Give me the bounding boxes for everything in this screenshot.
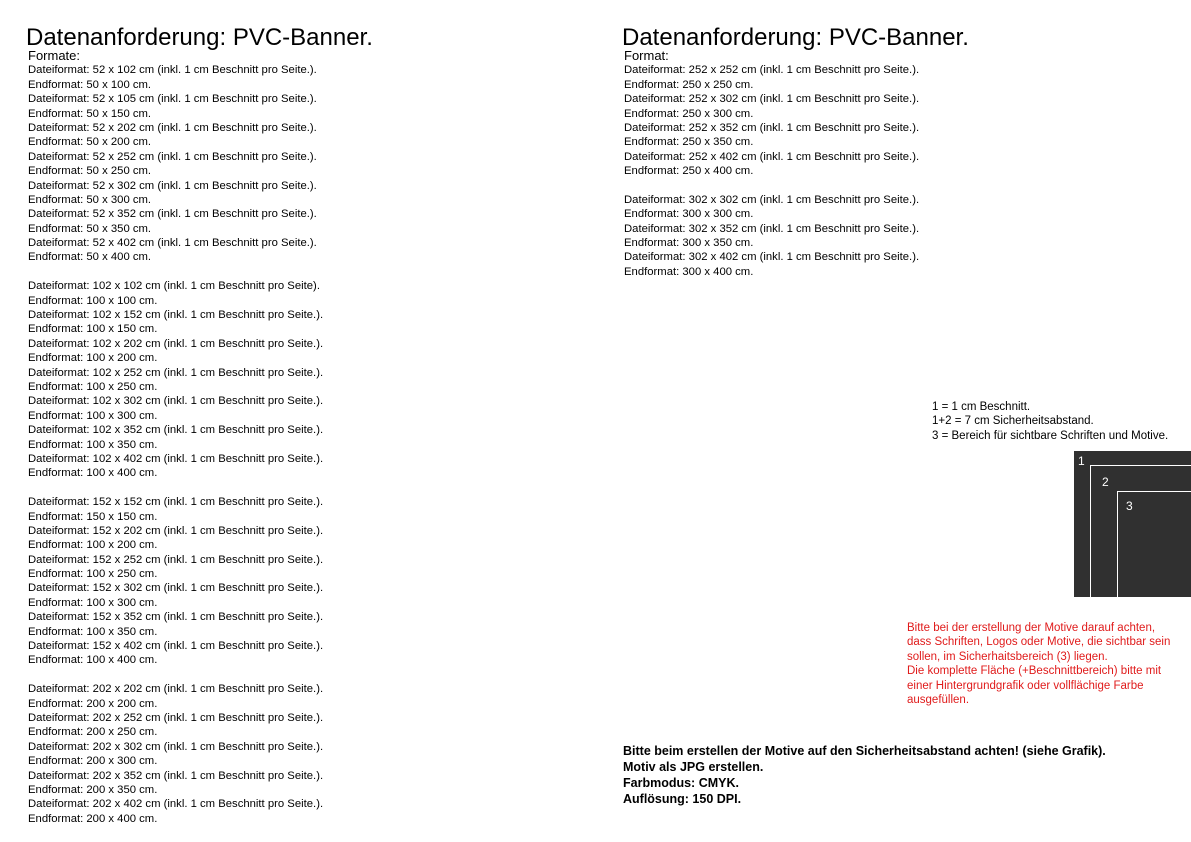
format-line: Endformat: 300 x 400 cm. <box>624 265 754 278</box>
format-line: Dateiformat: 302 x 402 cm (inkl. 1 cm Beschnitt pro Seite.). <box>624 251 920 264</box>
format-line: Dateiformat: 152 x 202 cm (inkl. 1 cm Beschnitt pro Seite.). <box>28 524 324 537</box>
format-line: Dateiformat: 52 x 252 cm (inkl. 1 cm Beschnitt pro Seite.). <box>28 150 317 163</box>
format-line: Dateiformat: 152 x 352 cm (inkl. 1 cm Beschnitt pro Seite.). <box>28 611 324 624</box>
format-line: Dateiformat: 102 x 102 cm (inkl. 1 cm Beschnitt pro Seite). <box>28 280 320 293</box>
format-line: Endformat: 50 x 200 cm. <box>28 136 152 149</box>
note-line: Bitte bei der erstellung der Motive darauf achten, <box>907 622 1156 634</box>
legend-line: 1 = 1 cm Beschnitt. <box>932 401 1031 413</box>
format-line: Endformat: 250 x 300 cm. <box>624 107 754 120</box>
format-line: Endformat: 250 x 250 cm. <box>624 78 754 91</box>
format-line: Endformat: 200 x 400 cm. <box>28 812 158 825</box>
format-line: Endformat: 50 x 100 cm. <box>28 78 152 91</box>
format-line: Dateiformat: 302 x 352 cm (inkl. 1 cm Beschnitt pro Seite.). <box>624 222 920 235</box>
format-line: Dateiformat: 52 x 402 cm (inkl. 1 cm Beschnitt pro Seite.). <box>28 237 317 250</box>
format-line: Dateiformat: 102 x 302 cm (inkl. 1 cm Beschnitt pro Seite.). <box>28 395 324 408</box>
note-line: einer Hintergrundgrafik oder vollflächige Farbe <box>907 679 1144 692</box>
format-line: Dateiformat: 202 x 352 cm (inkl. 1 cm Beschnitt pro Seite.). <box>28 769 324 782</box>
note-line: Die komplette Fläche (+Beschnittbereich) bitte mit <box>907 665 1162 678</box>
format-line: Endformat: 200 x 200 cm. <box>28 697 158 710</box>
format-line: Endformat: 50 x 300 cm. <box>28 193 152 206</box>
format-line: Endformat: 200 x 350 cm. <box>28 783 158 796</box>
format-line: Dateiformat: 52 x 202 cm (inkl. 1 cm Beschnitt pro Seite.). <box>28 121 317 134</box>
format-line: Endformat: 100 x 200 cm. <box>28 352 158 365</box>
format-line: Endformat: 50 x 150 cm. <box>28 107 152 120</box>
note-line: sollen, im Sicherhaitsbereich (3) liegen. <box>907 650 1108 663</box>
format-line: Endformat: 250 x 350 cm. <box>624 136 754 149</box>
format-line: Endformat: 100 x 350 cm. <box>28 438 158 451</box>
format-line: Endformat: 100 x 150 cm. <box>28 323 158 336</box>
safety-zone-diagram <box>1074 451 1191 597</box>
left-format-list <box>28 49 323 826</box>
format-line: Dateiformat: 152 x 152 cm (inkl. 1 cm Beschnitt pro Seite.). <box>28 496 324 509</box>
format-line: Dateiformat: 52 x 302 cm (inkl. 1 cm Beschnitt pro Seite.). <box>28 179 317 192</box>
format-line: Dateiformat: 252 x 302 cm (inkl. 1 cm Beschnitt pro Seite.). <box>624 93 920 106</box>
format-line: Dateiformat: 52 x 105 cm (inkl. 1 cm Beschnitt pro Seite.). <box>28 93 317 106</box>
format-line: Dateiformat: 152 x 402 cm (inkl. 1 cm Beschnitt pro Seite.). <box>28 640 324 653</box>
format-line: Dateiformat: 102 x 152 cm (inkl. 1 cm Beschnitt pro Seite.). <box>28 309 324 322</box>
format-line: Endformat: 250 x 400 cm. <box>624 165 754 178</box>
right-title: Datenanforderung: PVC-Banner. <box>622 24 969 51</box>
diagram-label-1: 1 <box>1078 454 1085 468</box>
format-line: Endformat: 200 x 300 cm. <box>28 755 158 768</box>
left-format-heading: Formate: <box>28 48 81 63</box>
legend-line: 1+2 = 7 cm Sicherheitsabstand. <box>932 415 1094 428</box>
format-line: Endformat: 100 x 100 cm. <box>28 294 158 307</box>
diagram-label-2: 2 <box>1102 475 1109 489</box>
format-line: Dateiformat: 152 x 302 cm (inkl. 1 cm Beschnitt pro Seite.). <box>28 582 324 595</box>
format-line: Endformat: 100 x 350 cm. <box>28 625 158 638</box>
right-format-list <box>624 49 919 279</box>
safety-note <box>907 621 1189 707</box>
format-line: Dateiformat: 202 x 302 cm (inkl. 1 cm Beschnitt pro Seite.). <box>28 740 324 753</box>
format-line: Endformat: 50 x 350 cm. <box>28 222 152 235</box>
format-line <box>28 265 323 279</box>
note-line: ausgefüllen. <box>907 694 970 707</box>
format-line: Endformat: 100 x 300 cm. <box>28 596 158 609</box>
diagram-legend <box>932 400 1168 443</box>
legend-line: 3 = Bereich für sichtbare Schriften und Motive. <box>932 429 1169 442</box>
format-line: Endformat: 100 x 250 cm. <box>28 380 158 393</box>
format-line: Dateiformat: 102 x 252 cm (inkl. 1 cm Beschnitt pro Seite.). <box>28 366 324 379</box>
diagram-label-3: 3 <box>1126 499 1133 513</box>
instruction-line: Motiv als JPG erstellen. <box>623 760 764 774</box>
instruction-line: Bitte beim erstellen der Motive auf den Sicherheitsabstand achten! (siehe Grafik). <box>623 744 1106 758</box>
format-line: Endformat: 100 x 400 cm. <box>28 467 158 480</box>
format-line: Dateiformat: 202 x 202 cm (inkl. 1 cm Beschnitt pro Seite.). <box>28 683 324 696</box>
format-line: Dateiformat: 102 x 202 cm (inkl. 1 cm Beschnitt pro Seite.). <box>28 337 324 350</box>
format-line <box>28 481 323 495</box>
note-line: dass Schriften, Logos oder Motive, die sichtbar sein <box>907 636 1171 649</box>
format-line: Dateiformat: 252 x 352 cm (inkl. 1 cm Beschnitt pro Seite.). <box>624 121 920 134</box>
format-line: Dateiformat: 202 x 402 cm (inkl. 1 cm Beschnitt pro Seite.). <box>28 798 324 811</box>
format-line: Endformat: 100 x 400 cm. <box>28 654 158 667</box>
format-line: Dateiformat: 152 x 252 cm (inkl. 1 cm Beschnitt pro Seite.). <box>28 553 324 566</box>
format-line: Endformat: 100 x 300 cm. <box>28 409 158 422</box>
format-line <box>28 668 323 682</box>
format-line: Endformat: 300 x 350 cm. <box>624 237 754 250</box>
format-line: Endformat: 50 x 250 cm. <box>28 165 152 178</box>
format-line: Dateiformat: 102 x 352 cm (inkl. 1 cm Beschnitt pro Seite.). <box>28 424 324 437</box>
format-line: Endformat: 50 x 400 cm. <box>28 251 152 264</box>
instruction-line: Farbmodus: CMYK. <box>623 776 739 790</box>
format-line: Endformat: 200 x 250 cm. <box>28 726 158 739</box>
format-line: Dateiformat: 252 x 252 cm (inkl. 1 cm Beschnitt pro Seite.). <box>624 64 920 77</box>
format-line: Endformat: 300 x 300 cm. <box>624 208 754 221</box>
format-line: Dateiformat: 202 x 252 cm (inkl. 1 cm Beschnitt pro Seite.). <box>28 711 324 724</box>
format-line: Endformat: 150 x 150 cm. <box>28 510 158 523</box>
right-format-heading: Format: <box>624 48 669 63</box>
format-line: Endformat: 100 x 200 cm. <box>28 539 158 552</box>
file-instructions <box>623 743 1106 807</box>
format-line <box>624 179 919 193</box>
format-line: Dateiformat: 52 x 102 cm (inkl. 1 cm Beschnitt pro Seite.). <box>28 64 317 77</box>
instruction-line: Auflösung: 150 DPI. <box>623 792 742 806</box>
format-line: Dateiformat: 302 x 302 cm (inkl. 1 cm Beschnitt pro Seite.). <box>624 193 920 206</box>
format-line: Dateiformat: 52 x 352 cm (inkl. 1 cm Beschnitt pro Seite.). <box>28 208 317 221</box>
format-line: Dateiformat: 252 x 402 cm (inkl. 1 cm Beschnitt pro Seite.). <box>624 150 920 163</box>
format-line: Dateiformat: 102 x 402 cm (inkl. 1 cm Beschnitt pro Seite.). <box>28 452 324 465</box>
left-title: Datenanforderung: PVC-Banner. <box>26 24 373 51</box>
format-line: Endformat: 100 x 250 cm. <box>28 568 158 581</box>
